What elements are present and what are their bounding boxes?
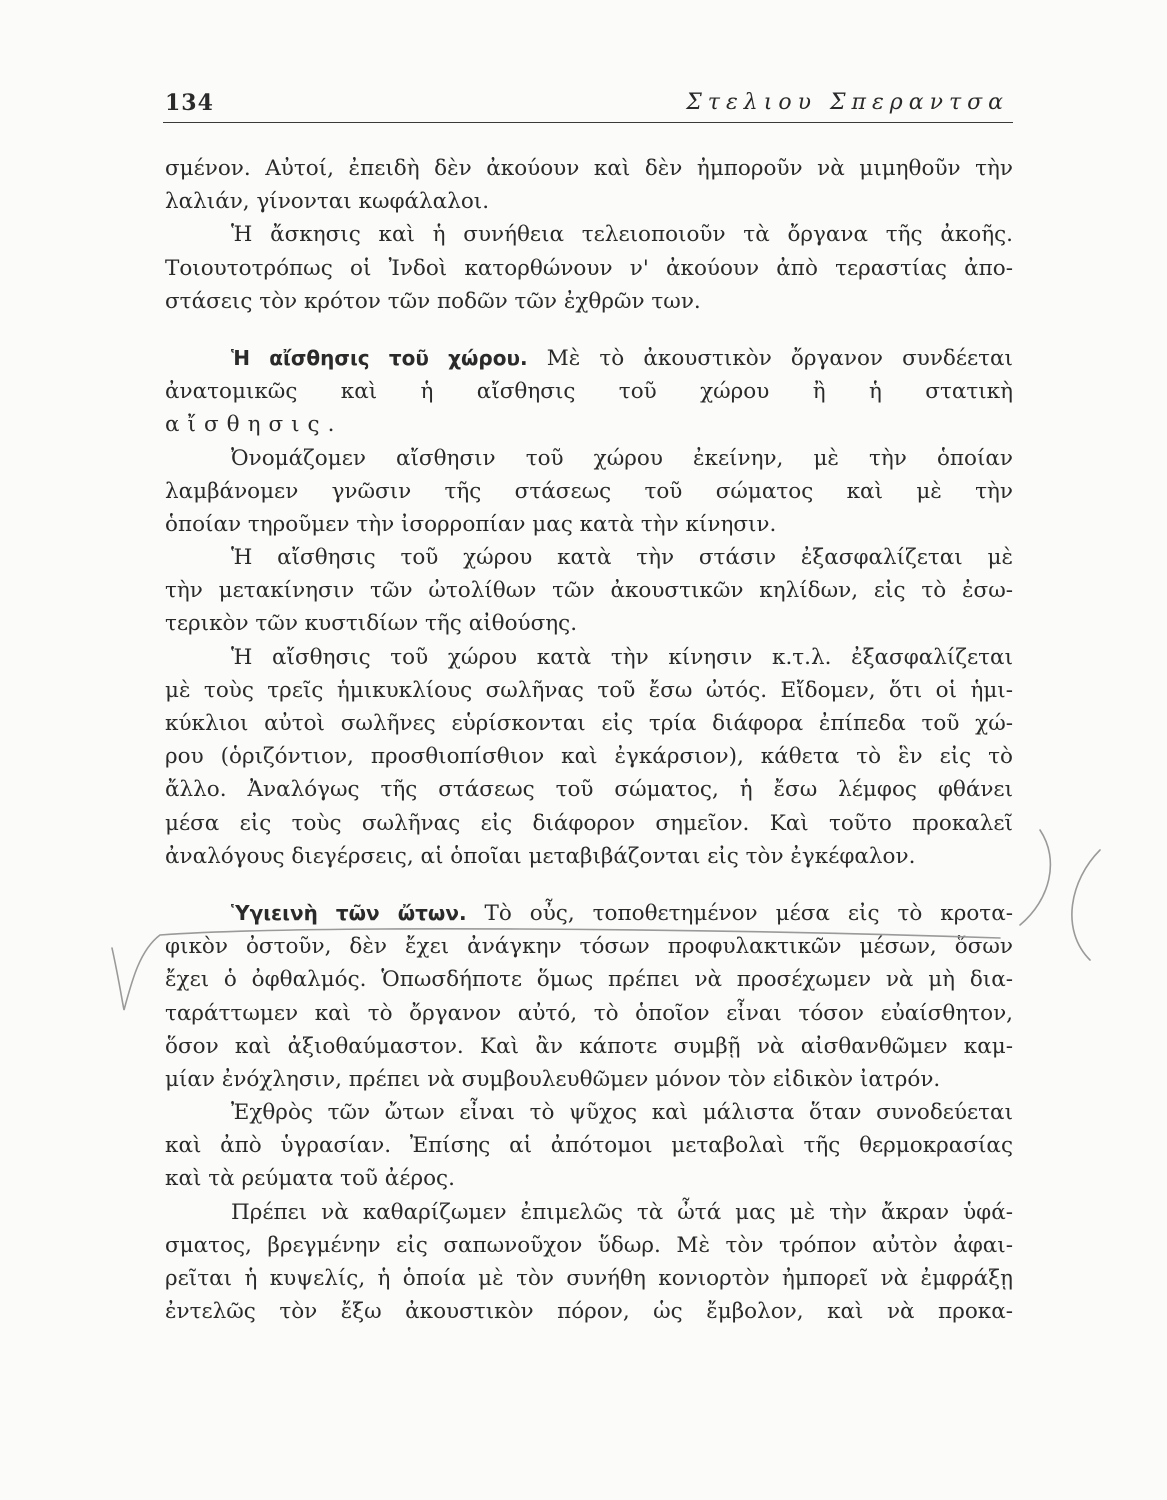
text-line: ἀναλόγους διεγέρσεις, αἱ ὁποῖαι μεταβιβάζονται εἰς τὸν ἐγκέφαλον. — [165, 843, 916, 869]
text-line: κύκλιοι αὐτοὶ σωλῆνες εὑρίσκονται εἰς τρία διάφορα ἐπίπεδα τοῦ χώ- — [165, 711, 1013, 736]
text-line: Ἡ αἴσθησις τοῦ χώρου κατὰ τὴν κίνησιν κ.τ.λ. ἐξασφαλίζεται — [231, 644, 1013, 670]
pencil-bracket-line — [1020, 830, 1050, 925]
text-line: τερικὸν τῶν κυστιδίων τῆς αἰθούσης. — [165, 611, 578, 637]
text-line: ἐντελῶς τὸν ἔξω ἀκουστικὸν πόρον, ὡς ἔμβολον, καὶ νὰ προκα- — [165, 1299, 1013, 1325]
text-line: Πρέπει νὰ καθαρίζωμεν ἐπιμελῶς τὰ ὦτά μας μὲ τὴν ἄκραν ὑφά- — [231, 1199, 1013, 1225]
text-line: Ὀνομάζομεν αἴσθησιν τοῦ χώρου ἐκείνην, μὲ τὴν ὁποίαν — [231, 445, 1013, 471]
page-number: 134 — [165, 90, 214, 116]
section-heading-ear-hygiene: Ὑγιεινὴ τῶν ὤτων. — [231, 900, 467, 925]
text-line: στάσεις τὸν κρότον τῶν ποδῶν τῶν ἐχθρῶν των. — [165, 288, 701, 314]
text-line: ἄλλο. Ἀναλόγως τῆς στάσεως τοῦ σώματος, ἡ ἔσω λέμφος φθάνει — [165, 777, 1013, 803]
text-line: ὅσον καὶ ἀξιοθαύμαστον. Καὶ ἂν κάποτε συμβῇ νὰ αἰσθανθῶμεν καμ- — [165, 1033, 1013, 1059]
page-header — [163, 88, 1013, 123]
text-fragment: Μὲ τὸ ἀκουστικὸν ὄργανον συνδέεται — [546, 345, 1013, 371]
text-line: σματος, βρεγμένην εἰς σαπωνοῦχον ὕδωρ. Μὲ τὸν τρόπον αὐτὸν ἀφαι- — [165, 1232, 1013, 1258]
text-line: ἀνατομικῶς καὶ ἡ αἴσθησις τοῦ χώρου ἢ ἡ στατικὴ — [165, 379, 1013, 405]
text-line: ρου (ὁριζόντιον, προσθιοπίσθιον καὶ ἐγκάρσιον), κάθετα τὸ ἓν εἰς τὸ — [165, 744, 1013, 770]
text-line: ταράττωμεν καὶ τὸ ὄργανον αὐτό, τὸ ὁποῖον εἶναι τόσον εὐαίσθητον, — [165, 1000, 1013, 1026]
text-line: μίαν ἐνόχλησιν, πρέπει νὰ συμβουλευθῶμεν μόνον τὸν εἰδικὸν ἰατρόν. — [165, 1066, 941, 1092]
text-line — [165, 342, 1013, 375]
text-line: μὲ τοὺς τρεῖς ἡμικυκλίους σωλῆνας τοῦ ἔσω ὠτός. Εἴδομεν, ὅτι οἱ ἡμι- — [165, 677, 1013, 703]
text-line: Ἡ αἴσθησις τοῦ χώρου κατὰ τὴν στάσιν ἐξασφαλίζεται μὲ — [231, 545, 1013, 571]
text-line — [165, 897, 1013, 930]
pencil-margin-curve — [1072, 850, 1100, 960]
section-gap — [165, 873, 1013, 897]
text-line: ἔχει ὁ ὀφθαλμός. Ὁπωσδήποτε ὅμως πρέπει νὰ προσέχωμεν νὰ μὴ δια- — [165, 967, 1013, 993]
text-line: μέσα εἰς τοὺς σωλῆνας εἰς διάφορον σημεῖον. Καὶ τοῦτο προκαλεῖ — [165, 810, 1013, 836]
section-heading-space-sense: Ἡ αἴσθησις τοῦ χώρου. — [231, 345, 528, 370]
text-line: σμένον. Αὐτοί, ἐπειδὴ δὲν ἀκούουν καὶ δὲν ἠμποροῦν νὰ μιμηθοῦν τὴν — [165, 156, 1013, 181]
text-line: ρεῖται ἡ κυψελίς, ἡ ὁποία μὲ τὸν συνήθη κονιορτὸν ἠμπορεῖ νὰ ἐμφράξῃ — [165, 1266, 1013, 1291]
text-line: καὶ τὰ ρεύματα τοῦ ἀέρος. — [165, 1166, 455, 1192]
text-line: Τοιουτοτρόπως οἱ Ἰνδοὶ κατορθώνουν ν' ἀκούουν ἀπὸ τεραστίας ἀπο- — [165, 255, 1013, 281]
text-line: φικὸν ὀστοῦν, δὲν ἔχει ἀνάγκην τόσων προφυλακτικῶν μέσων, ὅσων — [165, 934, 1013, 960]
section-gap — [165, 318, 1013, 342]
text-line: αἴσθησις. — [165, 412, 343, 438]
text-line: ὁποίαν τηροῦμεν τὴν ἰσορροπίαν μας κατὰ τὴν κίνησιν. — [165, 511, 777, 537]
text-line: τὴν μετακίνησιν τῶν ὠτολίθων τῶν ἀκουστικῶν κηλίδων, εἰς τὸ ἐσω- — [165, 578, 1013, 604]
text-line: λαλιάν, γίνονται κωφάλαλοι. — [165, 189, 490, 215]
text-fragment: Τὸ οὖς, τοποθετημένον μέσα εἰς τὸ κροτα- — [484, 900, 1013, 926]
text-line: καὶ ἀπὸ ὑγρασίαν. Ἐπίσης αἱ ἀπότομοι μεταβολαὶ τῆς θερμοκρασίας — [165, 1133, 1013, 1159]
running-head: Στελιου Σπεραντσα — [686, 90, 1009, 115]
text-line: Ἐχθρὸς τῶν ὤτων εἶναι τὸ ψῦχος καὶ μάλιστα ὅταν συνοδεύεται — [231, 1100, 1013, 1126]
text-line: Ἡ ἄσκησις καὶ ἡ συνήθεια τελειοποιοῦν τὰ ὄργανα τῆς ἀκοῆς. — [231, 222, 1013, 248]
text-line: λαμβάνομεν γνῶσιν τῆς στάσεως τοῦ σώματος καὶ μὲ τὴν — [165, 478, 1013, 504]
body-text — [165, 152, 1013, 1328]
